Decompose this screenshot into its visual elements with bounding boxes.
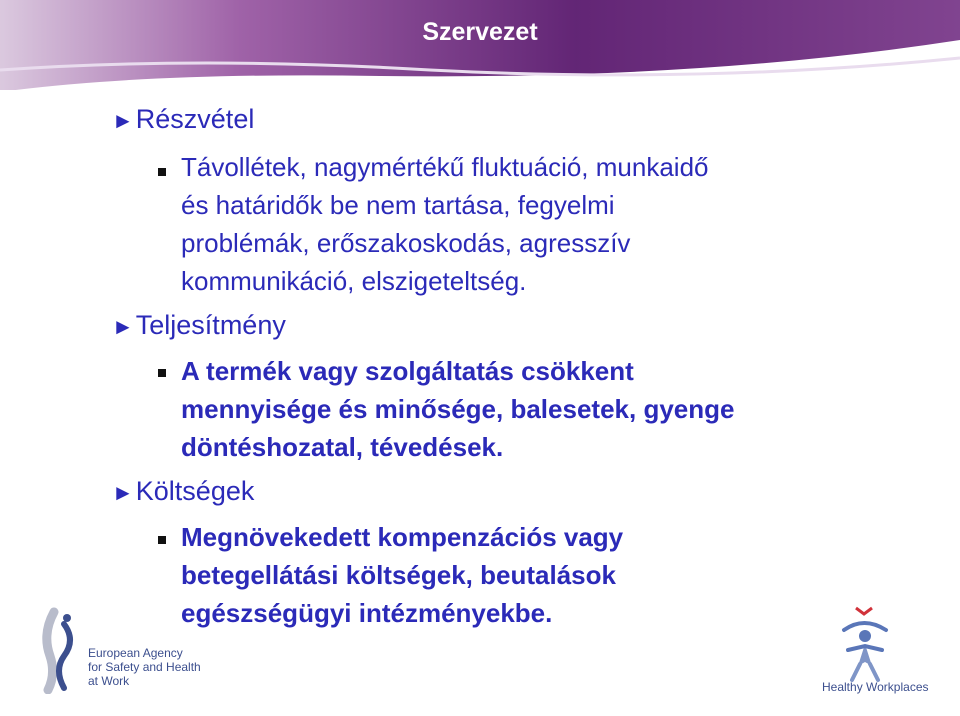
- section-heading-label: Költségek: [135, 476, 255, 506]
- section-heading-costs: [112, 476, 254, 507]
- logo-text-line: European Agency: [88, 646, 183, 660]
- section-heading-participation: [112, 104, 254, 135]
- right-triangle-icon: ►: [112, 314, 134, 339]
- healthy-workplaces-logo-text: Healthy Workplaces: [822, 680, 929, 694]
- bullet-performance: [181, 352, 901, 466]
- eu-osha-logo-text: [88, 646, 201, 688]
- bullet-line: mennyisége és minősége, balesetek, gyenge: [181, 394, 735, 424]
- bullet-line: kommunikáció, elszigeteltség.: [181, 266, 527, 296]
- bullet-line: A termék vagy szolgáltatás csökkent: [181, 356, 634, 386]
- logo-text-line: for Safety and Health: [88, 660, 201, 674]
- bullet-line: problémák, erőszakoskodás, agresszív: [181, 228, 631, 258]
- right-triangle-icon: ►: [112, 108, 134, 133]
- slide-title-text: Szervezet: [422, 18, 538, 46]
- bullet-costs: [181, 518, 901, 632]
- square-bullet-icon: [158, 536, 166, 544]
- bullet-line: döntéshozatal, tévedések.: [181, 432, 504, 462]
- bullet-line: és határidők be nem tartása, fegyelmi: [181, 190, 615, 220]
- bullet-participation: [181, 148, 901, 300]
- square-bullet-icon: [158, 168, 166, 176]
- bullet-line: Távollétek, nagymértékű fluktuáció, munkaidő: [181, 152, 709, 182]
- right-triangle-icon: ►: [112, 480, 134, 505]
- section-heading-label: Részvétel: [135, 104, 255, 134]
- square-bullet-icon: [158, 369, 166, 377]
- slide-title: [0, 18, 960, 47]
- bullet-line: betegellátási költségek, beutalások: [181, 560, 616, 590]
- logo-text-line: at Work: [88, 674, 130, 688]
- bullet-line: egészségügyi intézményekbe.: [181, 598, 553, 628]
- bullet-line: Megnövekedett kompenzációs vagy: [181, 522, 624, 552]
- section-heading-performance: [112, 310, 286, 341]
- section-heading-label: Teljesítmény: [135, 310, 286, 340]
